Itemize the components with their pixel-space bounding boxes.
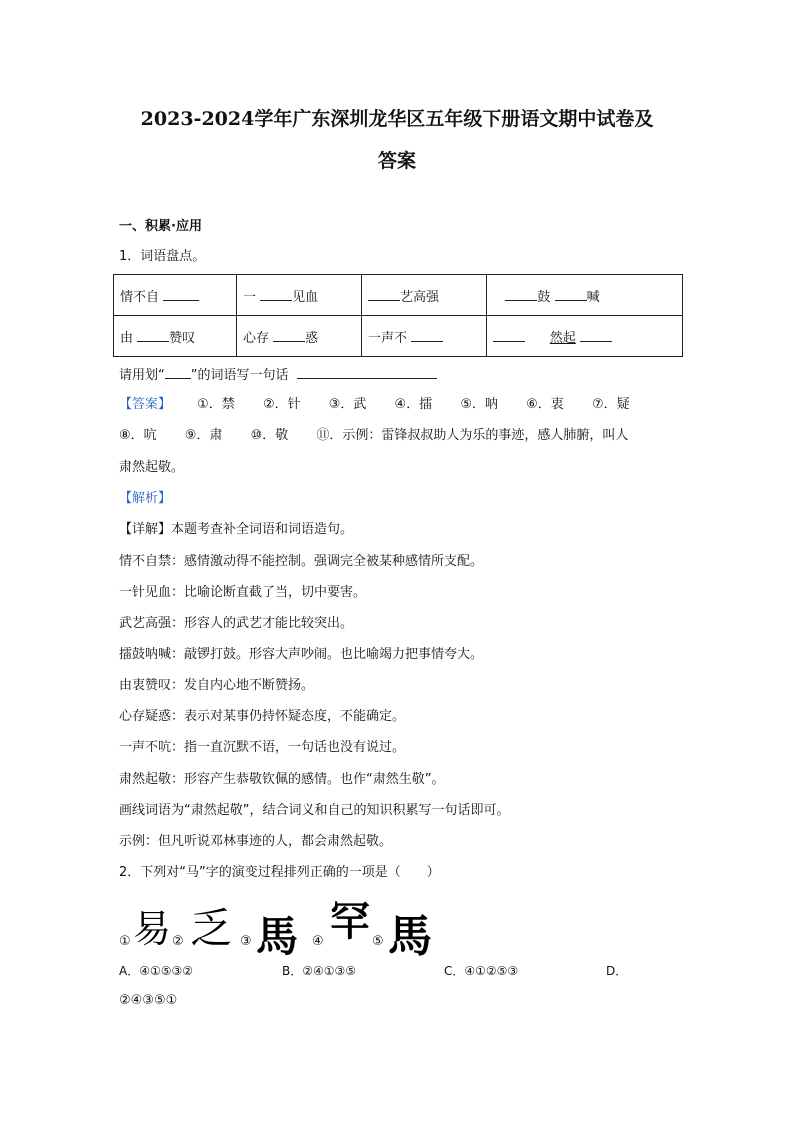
question-1-stem: 1．词语盘点。: [119, 249, 206, 264]
word-cell: 情不自: [114, 275, 237, 316]
option-d-continuation: ②④③⑤①: [119, 993, 178, 1008]
option-b: B．②④①③⑤: [282, 964, 357, 978]
explanation-line: 心存疑惑：表示对某事仍持怀疑态度，不能确定。: [119, 709, 406, 724]
glyph-number: ②: [172, 934, 184, 949]
explanation-line: 一针见血：比喻论断直截了当，切中要害。: [119, 585, 367, 600]
explanation-line: 画线词语为“肃然起敬”，结合词义和自己的知识积累写一句话即可。: [119, 803, 510, 818]
explanation-line: 肃然起敬：形容产生恭敬钦佩的感情。也作“肃然生敬”。: [119, 772, 445, 787]
glyph-number: ④: [312, 934, 324, 949]
regular-glyph-image: 馬: [388, 911, 432, 962]
option-d: D．: [606, 964, 628, 978]
option-a: A．④①⑤③②: [119, 964, 193, 978]
word-table: [113, 274, 683, 357]
glyph-number: ⑤: [372, 934, 384, 949]
word-cell: 艺高强: [362, 275, 487, 316]
question-1-sentence: 请用划“ ”的词语写一句话: [119, 366, 437, 385]
word-cell: 然起: [487, 316, 683, 357]
explanation-line: 擂鼓呐喊：敲锣打鼓。形容大声吵闹。也比喻竭力把事情夸大。: [119, 647, 484, 662]
explanation-line: 示例：但凡听说邓林事迹的人，都会肃然起敬。: [119, 834, 393, 849]
explanation-line: 情不自禁：感情激动得不能控制。强调完全被某种感情所支配。: [119, 554, 484, 569]
answer-continuation: 肃然起敬。: [119, 460, 185, 475]
oracle-glyph-image: 易: [133, 907, 172, 951]
word-cell: 由 赞叹: [114, 316, 237, 357]
word-cell: 一声不: [362, 316, 487, 357]
section-heading: 一、积累·应用: [119, 219, 202, 234]
seal-glyph-image: 乏: [190, 904, 233, 953]
answer-tag: 【答案】: [119, 397, 172, 412]
word-cell: 一 见血: [237, 275, 362, 316]
clerical-glyph-image: 馬: [256, 912, 299, 961]
explanation-line: 武艺高强：形容人的武艺才能比较突出。: [119, 616, 354, 631]
doc-title-line2: 答案: [377, 150, 416, 172]
glyph-number: ③: [240, 934, 252, 949]
answer-line-1: 【答案】 ①．禁 ②．针 ③．武 ④．擂 ⑤．呐 ⑥．衷 ⑦．疑: [119, 397, 630, 412]
doc-title-line1: 2023-2024学年广东深圳龙华区五年级下册语文期中试卷及: [140, 108, 654, 130]
option-c: C．④①②⑤③: [444, 964, 519, 978]
explanation-line: 一声不吭：指一直沉默不语，一句话也没有说过。: [119, 740, 406, 755]
explanation-line: 由衷赞叹：发自内心地不断赞扬。: [119, 678, 315, 693]
question-2-stem: 2．下列对“马”字的演变过程排列正确的一项是（ ）: [119, 865, 440, 880]
analysis-tag: 【解析】: [119, 491, 172, 506]
glyph-number: ①: [119, 934, 131, 949]
bronze-glyph-image: 罕: [330, 898, 370, 945]
word-cell: 心存 惑: [237, 316, 362, 357]
answer-line-2: ⑧．吭 ⑨．肃 ⑩．敬 ⑪．示例：雷锋叔叔助人为乐的事迹，感人肺腑，叫人: [119, 428, 629, 443]
word-cell: 鼓 喊: [487, 275, 683, 316]
detail-line: 【详解】本题考查补全词语和词语造句。: [119, 522, 354, 537]
